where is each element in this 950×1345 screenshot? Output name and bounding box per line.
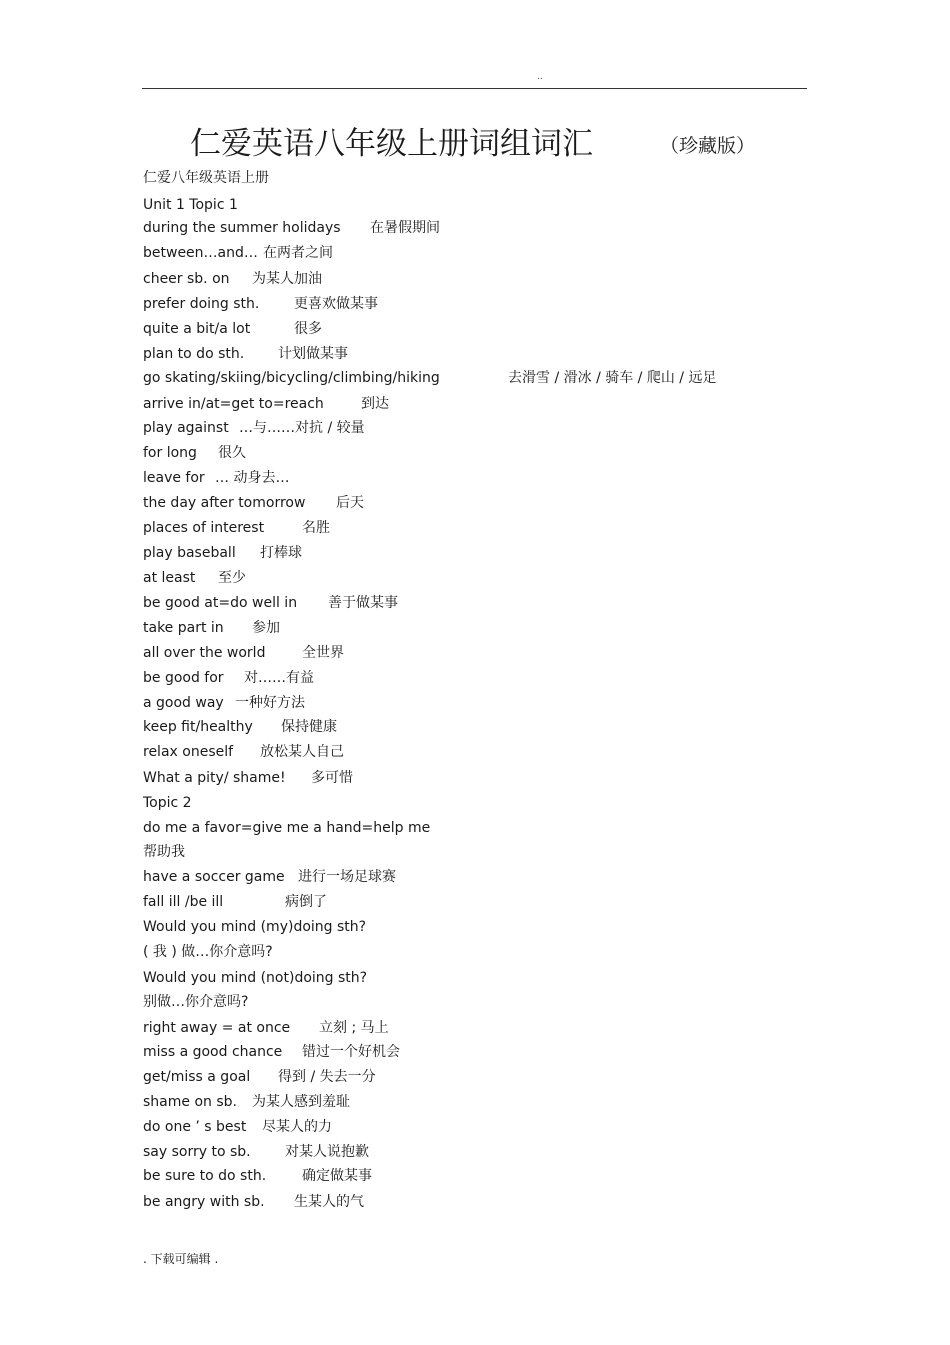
phrase-cn-wrapped: 帮助我: [143, 844, 185, 860]
phrase-en: places of interest: [143, 520, 265, 536]
phrase-en: arrive in/at=get to=reach: [143, 396, 324, 412]
phrase-en: during the summer holidays: [143, 220, 341, 236]
phrase-en: go skating/skiing/bicycling/climbing/hiking: [143, 370, 440, 386]
phrase-cn: 得到 / 失去一分: [278, 1069, 376, 1085]
phrase-cn: 错过一个好机会: [302, 1044, 400, 1060]
phrase-cn: 为某人加油: [252, 271, 322, 287]
phrase-cn: 对某人说抱歉: [285, 1144, 369, 1160]
phrase-en: take part in: [143, 620, 224, 636]
phrase-en: do one ’ s best: [143, 1119, 247, 1135]
heading-text: Topic 2: [143, 795, 192, 811]
phrase-en: be angry with sb.: [143, 1194, 265, 1210]
phrase-cn: 计划做某事: [278, 346, 348, 362]
phrase-cn: 病倒了: [285, 894, 327, 910]
phrase-en: keep fit/healthy: [143, 719, 253, 735]
phrase-en: miss a good chance: [143, 1044, 283, 1060]
phrase-cn: 放松某人自己: [260, 744, 344, 760]
header-rule: [142, 88, 807, 89]
phrase-cn: 名胜: [302, 520, 330, 536]
phrase-cn: … 动身去…: [215, 470, 290, 486]
footer-note: . 下载可编辑 .: [143, 1252, 219, 1266]
phrase-cn: 参加: [252, 620, 280, 636]
phrase-en: at least: [143, 570, 196, 586]
heading-text: Unit 1 Topic 1: [143, 197, 238, 213]
phrase-en: have a soccer game: [143, 869, 285, 885]
phrase-cn: 到达: [361, 396, 389, 412]
phrase-en: for long: [143, 445, 197, 461]
page-title: 仁爱英语八年级上册词组词汇: [190, 126, 593, 162]
phrase-en: all over the world: [143, 645, 266, 661]
phrase-en: right away = at once: [143, 1020, 291, 1036]
phrase-en: relax oneself: [143, 744, 234, 760]
phrase-en: be good for: [143, 670, 224, 686]
phrase-cn: 在暑假期间: [370, 220, 440, 236]
title-edition: （珍藏版）: [660, 135, 756, 157]
phrase-en: Would you mind (not)doing sth?: [143, 970, 368, 986]
phrase-en: Would you mind (my)doing sth?: [143, 919, 367, 935]
phrase-en: be good at=do well in: [143, 595, 298, 611]
phrase-cn: 打棒球: [260, 545, 302, 561]
phrase-cn: 多可惜: [311, 770, 353, 786]
phrase-cn: 至少: [218, 570, 246, 586]
phrase-en: between…and…: [143, 245, 258, 261]
phrase-cn: 进行一场足球赛: [298, 869, 396, 885]
phrase-en: fall ill /be ill: [143, 894, 224, 910]
phrase-cn-wrapped: ( 我 ) 做…你介意吗?: [143, 944, 273, 960]
phrase-en: prefer doing sth.: [143, 296, 260, 312]
phrase-en: leave for: [143, 470, 205, 486]
phrase-cn: 在两者之间: [263, 245, 333, 261]
phrase-cn: 生某人的气: [294, 1194, 364, 1210]
phrase-cn: 后天: [336, 495, 364, 511]
phrase-cn: 全世界: [302, 645, 344, 661]
phrase-en: play against: [143, 420, 229, 436]
phrase-en: quite a bit/a lot: [143, 321, 251, 337]
phrase-cn: 为某人感到羞耻: [252, 1094, 350, 1110]
phrase-en: do me a favor=give me a hand=help me: [143, 820, 431, 836]
phrase-cn-wrapped: 别做…你介意吗?: [143, 994, 249, 1010]
phrase-cn: 很多: [294, 321, 322, 337]
phrase-cn: 尽某人的力: [262, 1119, 332, 1135]
subtitle: 仁爱八年级英语上册: [143, 170, 269, 186]
phrase-cn: 对……有益: [244, 670, 314, 686]
phrase-cn: 保持健康: [281, 719, 337, 735]
phrase-en: cheer sb. on: [143, 271, 230, 287]
phrase-en: plan to do sth.: [143, 346, 245, 362]
phrase-en: say sorry to sb.: [143, 1144, 251, 1160]
phrase-cn: 去滑雪 / 滑冰 / 骑车 / 爬山 / 远足: [508, 370, 717, 386]
phrase-cn: 善于做某事: [328, 595, 398, 611]
phrase-en: play baseball: [143, 545, 236, 561]
phrase-cn: 一种好方法: [235, 695, 305, 711]
phrase-en: What a pity/ shame!: [143, 770, 286, 786]
header-mark: ..: [537, 72, 543, 82]
phrase-en: get/miss a goal: [143, 1069, 251, 1085]
phrase-en: shame on sb.: [143, 1094, 237, 1110]
phrase-en: a good way: [143, 695, 224, 711]
phrase-cn: 很久: [218, 445, 246, 461]
phrase-en: the day after tomorrow: [143, 495, 306, 511]
phrase-cn: 确定做某事: [302, 1168, 372, 1184]
phrase-cn: …与……对抗 / 较量: [239, 420, 365, 436]
phrase-cn: 更喜欢做某事: [294, 296, 378, 312]
phrase-en: be sure to do sth.: [143, 1168, 267, 1184]
phrase-cn: 立刻 ; 马上: [319, 1020, 389, 1036]
